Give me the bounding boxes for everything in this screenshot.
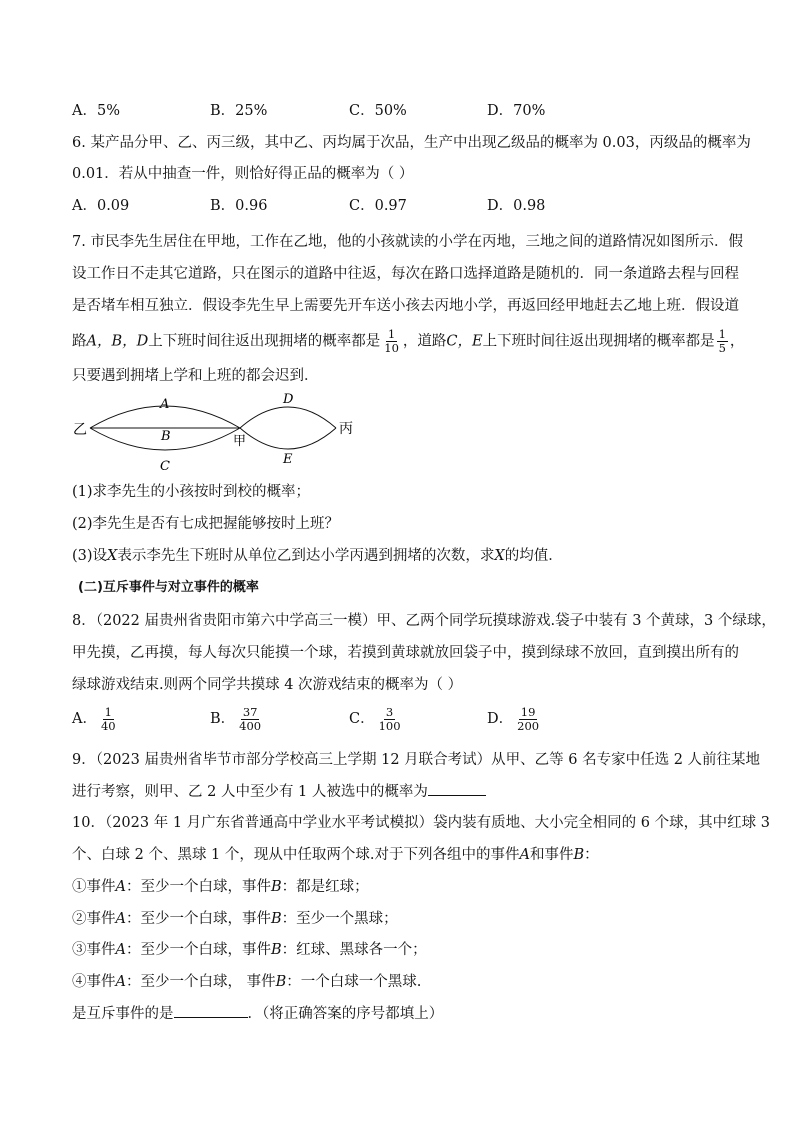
q8-line-1: 8．（2022 届贵州省贵阳市第六中学高三一模）甲、乙两个同学玩摸球游戏.袋子中装有 3 个黄球，3 个绿球， — [72, 613, 776, 629]
q8-option-c: C． $\frac{3}{100}$ — [349, 704, 401, 733]
label-road-d: D — [283, 392, 294, 407]
q9-line-2: 进行考察，则甲、乙 2 人中至少有 1 人被选中的概率为 — [72, 781, 486, 802]
road-diagram — [70, 390, 370, 470]
q8-option-d: D． $\frac{19}{200}$ — [487, 704, 540, 733]
q8-option-a: A． $\frac{1}{40}$ — [72, 704, 116, 733]
roads-abd: A，B，D — [86, 333, 149, 350]
label-jia: 甲 — [233, 434, 247, 449]
q6-option-a: A．0.09 — [72, 198, 130, 214]
q7-line-3: 是否堵车相互独立．假设李先生早上需要先开车送小孩去丙地小学，再返回经甲地赶去乙地上班．假设道 — [72, 298, 739, 314]
section-heading: (二)互斥事件与对立事件的概率 — [78, 580, 259, 595]
q5-option-a: A．5% — [72, 103, 120, 119]
q7-line-2: 设工作日不走其它道路，只在图示的道路中往返，每次在路口选择道路是随机的．同一条道路去程与回程 — [72, 266, 739, 282]
fraction-one-tenth: $\frac{1}{10}$ — [384, 327, 399, 355]
label-road-c: C — [160, 459, 170, 470]
q8-option-b: B． $\frac{37}{400}$ — [210, 704, 262, 733]
q7-sub-1: (1)求李先生的小孩按时到校的概率； — [72, 484, 311, 500]
q7-sub-3: (3)设X表示李先生下班时从单位乙到达小学丙遇到拥堵的次数，求X的均值． — [72, 548, 563, 564]
q7-line-1: 7. 市民李先生居住在甲地，工作在乙地，他的小孩就读的小学在丙地，三地之间的道路情况如图所示．假 — [72, 234, 743, 250]
q5-option-c: C．50% — [349, 103, 407, 119]
label-road-e: E — [283, 452, 293, 467]
label-road-a: A — [160, 397, 170, 412]
q7-line-4: 路A，B，D上下班时间往返出现拥堵的概率都是 $\frac{1}{10}$ ，道路C，E上下班时间往返出现拥堵的概率都是 $\frac{1}{5}$ ， — [72, 327, 745, 355]
q9-answer-blank[interactable] — [428, 781, 486, 796]
q8-line-2: 甲先摸，乙再摸，每人每次只能摸一个球，若摸到黄球就放回袋子中，摸到绿球不放回，直到摸出所有的 — [72, 645, 739, 661]
q10-item-2: ②事件A：至少一个白球，事件B：至少一个黑球； — [72, 911, 398, 927]
q6-option-b: B．0.96 — [210, 198, 268, 214]
q7-line-5: 只要遇到拥堵上学和上班的都会迟到． — [72, 368, 319, 384]
q10-line-1: 10．（2023 年 1 月广东省普通高中学业水平考试模拟）袋内装有质地、大小完全相同的 6 个球，其中红球 3 — [72, 815, 770, 831]
q10-item-3: ③事件A：至少一个白球，事件B：红球、黑球各一个； — [72, 942, 427, 958]
fraction-one-fifth: $\frac{1}{5}$ — [718, 327, 726, 355]
q8-line-3: 绿球游戏结束.则两个同学共摸球 4 次游戏结束的概率为（ ） — [72, 677, 463, 693]
q6-option-d: D．0.98 — [487, 198, 546, 214]
q5-option-d: D．70% — [487, 103, 546, 119]
q10-item-1: ①事件A：至少一个白球，事件B：都是红球； — [72, 879, 369, 895]
label-yi: 乙 — [73, 422, 87, 438]
q10-line-2: 个、白球 2 个、黑球 1 个，现从中任取两个球.对于下列各组中的事件A和事件B： — [72, 847, 599, 863]
label-road-b: B — [161, 429, 171, 444]
label-bing: 丙 — [339, 421, 353, 437]
roads-ce: C，E — [446, 333, 483, 350]
road-d-path — [240, 407, 336, 428]
q6-line-1: 6. 某产品分甲、乙、丙三级，其中乙、丙均属于次品，生产中出现乙级品的概率为 0.03，丙级品的概率为 — [72, 135, 751, 151]
q9-line-1: 9．（2023 届贵州省毕节市部分学校高三上学期 12 月联合考试）从甲、乙等 6 名专家中任选 2 人前往某地 — [72, 752, 761, 768]
q10-item-4: ④事件A：至少一个白球， 事件B：一个白球一个黑球. — [72, 974, 422, 990]
q6-line-2: 0.01．若从中抽查一件，则恰好得正品的概率为（ ） — [72, 166, 414, 182]
q5-option-b: B．25% — [210, 103, 268, 119]
road-e-path — [240, 428, 336, 449]
q10-last-line: 是互斥事件的是 ．（将正确答案的序号都填上） — [72, 1003, 443, 1024]
q6-option-c: C．0.97 — [349, 198, 407, 214]
q7-sub-2: (2)李先生是否有七成把握能够按时上班？ — [72, 516, 340, 532]
q10-answer-blank[interactable] — [174, 1003, 248, 1018]
